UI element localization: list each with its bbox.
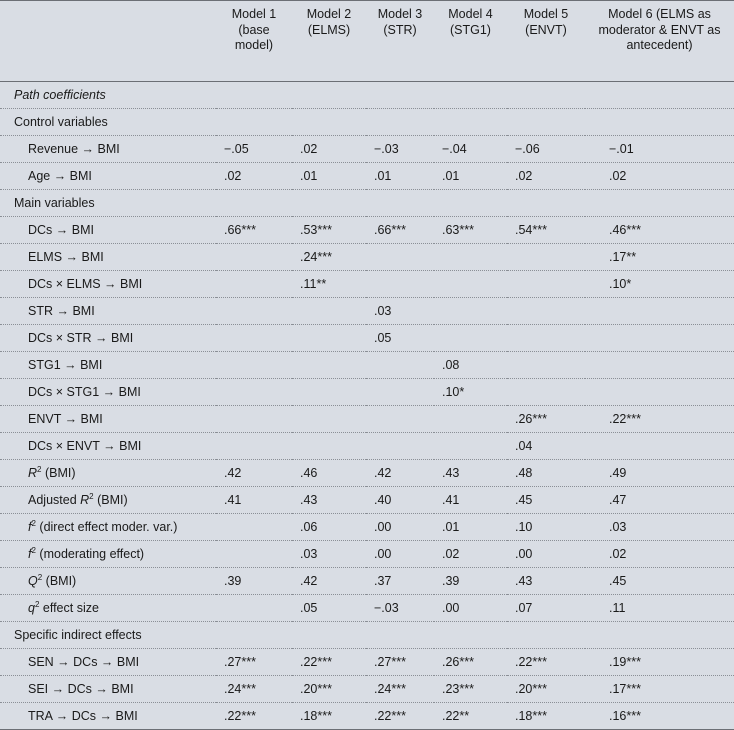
row-label: TRA → DCs → BMI (0, 703, 216, 730)
value-cell-model-3: .40 (366, 487, 434, 514)
value-cell-model-1 (216, 244, 292, 271)
value-cell-model-6: .45 (585, 568, 734, 595)
row-label (0, 514, 216, 541)
value-cell-model-4: .10* (434, 379, 507, 406)
value-cell-model-2: .46 (292, 460, 366, 487)
value-cell-model-4: .01 (434, 163, 507, 190)
row-label: Age → BMI (0, 163, 216, 190)
value-cell-model-1 (216, 406, 292, 433)
row-label-after: (BMI) (93, 493, 128, 507)
row-label-sup: 2 (37, 572, 43, 582)
value-cell-model-5: .48 (507, 460, 585, 487)
value-cell-model-3: .27*** (366, 649, 434, 676)
value-cell-model-6 (585, 352, 734, 379)
value-cell-model-3: .05 (366, 325, 434, 352)
row-label: Revenue → BMI (0, 136, 216, 163)
value-cell-model-6: .02 (585, 163, 734, 190)
value-cell-model-3: .22*** (366, 703, 434, 730)
value-cell-model-1 (216, 595, 292, 622)
section-heading: Main variables (0, 190, 734, 217)
table-row (0, 244, 734, 271)
table-row (0, 379, 734, 406)
section-heading: Path coefficients (0, 82, 734, 109)
row-label-sym: R (28, 466, 38, 480)
row-label-sym: f (28, 520, 32, 534)
header-cell-model-4: Model 4 (STG1) (434, 1, 507, 82)
value-cell-model-1 (216, 352, 292, 379)
value-cell-model-4: .02 (434, 541, 507, 568)
value-cell-model-1: .41 (216, 487, 292, 514)
table-row (0, 271, 734, 298)
value-cell-model-2: .05 (292, 595, 366, 622)
row-label-sup: 2 (31, 518, 36, 528)
row-label-sym: f (28, 547, 32, 561)
value-cell-model-5: .26*** (507, 406, 585, 433)
header-cell-model-5: Model 5 (ENVT) (507, 1, 585, 82)
section-row (0, 82, 734, 109)
row-label-sup: 2 (34, 599, 40, 609)
table-body (0, 82, 734, 730)
row-label-after: (BMI) (42, 574, 77, 588)
section-heading: Specific indirect effects (0, 622, 734, 649)
value-cell-model-3: .42 (366, 460, 434, 487)
value-cell-model-2: .22*** (292, 649, 366, 676)
row-label: SEN → DCs → BMI (0, 649, 216, 676)
value-cell-model-6 (585, 379, 734, 406)
value-cell-model-5: .04 (507, 433, 585, 460)
row-label: DCs × ENVT → BMI (0, 433, 216, 460)
value-cell-model-5: .20*** (507, 676, 585, 703)
value-cell-model-4: .01 (434, 514, 507, 541)
value-cell-model-1: .27*** (216, 649, 292, 676)
row-label-sup: 2 (31, 545, 36, 555)
row-label (0, 568, 216, 595)
table-row (0, 298, 734, 325)
value-cell-model-5: −.06 (507, 136, 585, 163)
header-cell-model-3: Model 3 (STR) (366, 1, 434, 82)
value-cell-model-5 (507, 298, 585, 325)
value-cell-model-4 (434, 406, 507, 433)
value-cell-model-2: .11** (292, 271, 366, 298)
value-cell-model-3 (366, 271, 434, 298)
value-cell-model-6: −.01 (585, 136, 734, 163)
section-row (0, 190, 734, 217)
row-label-sup: 2 (89, 491, 94, 501)
value-cell-model-5 (507, 271, 585, 298)
table-row (0, 676, 734, 703)
value-cell-model-2: .20*** (292, 676, 366, 703)
row-label-after: (moderating effect) (35, 547, 145, 561)
value-cell-model-4: .08 (434, 352, 507, 379)
value-cell-model-4: −.04 (434, 136, 507, 163)
table-row (0, 460, 734, 487)
value-cell-model-3: .66*** (366, 217, 434, 244)
value-cell-model-1 (216, 433, 292, 460)
value-cell-model-4: .22** (434, 703, 507, 730)
value-cell-model-4 (434, 244, 507, 271)
row-label-sym: Q (28, 574, 38, 588)
value-cell-model-5: .22*** (507, 649, 585, 676)
row-label: DCs → BMI (0, 217, 216, 244)
value-cell-model-1 (216, 514, 292, 541)
value-cell-model-5: .54*** (507, 217, 585, 244)
value-cell-model-1: .39 (216, 568, 292, 595)
value-cell-model-2: .02 (292, 136, 366, 163)
value-cell-model-6: .49 (585, 460, 734, 487)
row-label (0, 595, 216, 622)
value-cell-model-2 (292, 352, 366, 379)
value-cell-model-1: −.05 (216, 136, 292, 163)
value-cell-model-5: .18*** (507, 703, 585, 730)
value-cell-model-5 (507, 244, 585, 271)
value-cell-model-4 (434, 325, 507, 352)
value-cell-model-6 (585, 325, 734, 352)
value-cell-model-6: .17** (585, 244, 734, 271)
table-row (0, 649, 734, 676)
value-cell-model-4: .63*** (434, 217, 507, 244)
value-cell-model-2: .24*** (292, 244, 366, 271)
value-cell-model-3 (366, 406, 434, 433)
value-cell-model-6: .11 (585, 595, 734, 622)
row-label: DCs × ELMS → BMI (0, 271, 216, 298)
value-cell-model-6: .46*** (585, 217, 734, 244)
value-cell-model-1: .02 (216, 163, 292, 190)
row-label-after: (BMI) (41, 466, 76, 480)
value-cell-model-5: .07 (507, 595, 585, 622)
value-cell-model-2 (292, 298, 366, 325)
row-label (0, 487, 216, 514)
value-cell-model-1: .24*** (216, 676, 292, 703)
value-cell-model-4: .41 (434, 487, 507, 514)
section-row (0, 622, 734, 649)
value-cell-model-1 (216, 298, 292, 325)
value-cell-model-6: .17*** (585, 676, 734, 703)
section-row (0, 109, 734, 136)
value-cell-model-1 (216, 271, 292, 298)
row-label: SEI → DCs → BMI (0, 676, 216, 703)
header-cell-model-1: Model 1 (base model) (216, 1, 292, 82)
value-cell-model-4: .00 (434, 595, 507, 622)
table-row (0, 217, 734, 244)
value-cell-model-3: .03 (366, 298, 434, 325)
table-row (0, 352, 734, 379)
row-label: STR → BMI (0, 298, 216, 325)
table-row (0, 703, 734, 730)
value-cell-model-2 (292, 406, 366, 433)
table-row (0, 433, 734, 460)
header-cell-label (0, 1, 216, 82)
value-cell-model-6 (585, 433, 734, 460)
table-row (0, 595, 734, 622)
value-cell-model-5: .45 (507, 487, 585, 514)
value-cell-model-2: .43 (292, 487, 366, 514)
table-row (0, 568, 734, 595)
value-cell-model-3: .24*** (366, 676, 434, 703)
value-cell-model-2: .53*** (292, 217, 366, 244)
value-cell-model-3 (366, 379, 434, 406)
table-row (0, 325, 734, 352)
value-cell-model-5 (507, 352, 585, 379)
value-cell-model-5: .10 (507, 514, 585, 541)
value-cell-model-5 (507, 379, 585, 406)
value-cell-model-4: .26*** (434, 649, 507, 676)
value-cell-model-6: .03 (585, 514, 734, 541)
row-label-sym: q (28, 601, 35, 615)
value-cell-model-2: .42 (292, 568, 366, 595)
value-cell-model-2: .01 (292, 163, 366, 190)
row-label (0, 460, 216, 487)
table-row (0, 487, 734, 514)
value-cell-model-2: .18*** (292, 703, 366, 730)
row-label-after: (direct effect moder. var.) (35, 520, 178, 534)
value-cell-model-3: .37 (366, 568, 434, 595)
section-heading: Control variables (0, 109, 734, 136)
value-cell-model-6: .19*** (585, 649, 734, 676)
value-cell-model-1 (216, 325, 292, 352)
value-cell-model-6: .22*** (585, 406, 734, 433)
header-row (0, 1, 734, 82)
value-cell-model-1: .42 (216, 460, 292, 487)
value-cell-model-2 (292, 433, 366, 460)
table-row (0, 136, 734, 163)
value-cell-model-5: .00 (507, 541, 585, 568)
value-cell-model-1 (216, 379, 292, 406)
header-cell-model-2: Model 2 (ELMS) (292, 1, 366, 82)
value-cell-model-2: .03 (292, 541, 366, 568)
row-label: ELMS → BMI (0, 244, 216, 271)
value-cell-model-6: .02 (585, 541, 734, 568)
row-label-after: effect size (39, 601, 99, 615)
value-cell-model-3 (366, 244, 434, 271)
value-cell-model-3: .00 (366, 541, 434, 568)
table-row (0, 163, 734, 190)
row-label: STG1 → BMI (0, 352, 216, 379)
value-cell-model-6: .47 (585, 487, 734, 514)
value-cell-model-4 (434, 433, 507, 460)
value-cell-model-3: −.03 (366, 595, 434, 622)
row-label-before: Adjusted (28, 493, 81, 507)
value-cell-model-4: .23*** (434, 676, 507, 703)
row-label (0, 541, 216, 568)
value-cell-model-4: .43 (434, 460, 507, 487)
value-cell-model-3: .00 (366, 514, 434, 541)
value-cell-model-3: −.03 (366, 136, 434, 163)
value-cell-model-4 (434, 271, 507, 298)
value-cell-model-4: .39 (434, 568, 507, 595)
header-cell-model-6: Model 6 (ELMS as moderator & ENVT as antecedent) (585, 1, 734, 82)
value-cell-model-2: .06 (292, 514, 366, 541)
table-row (0, 514, 734, 541)
value-cell-model-2 (292, 379, 366, 406)
value-cell-model-3: .01 (366, 163, 434, 190)
value-cell-model-3 (366, 433, 434, 460)
value-cell-model-5: .02 (507, 163, 585, 190)
row-label-sym: R (80, 493, 90, 507)
value-cell-model-2 (292, 325, 366, 352)
value-cell-model-3 (366, 352, 434, 379)
value-cell-model-5 (507, 325, 585, 352)
value-cell-model-1 (216, 541, 292, 568)
table-row (0, 541, 734, 568)
value-cell-model-6: .10* (585, 271, 734, 298)
row-label: DCs × STG1 → BMI (0, 379, 216, 406)
row-label-sup: 2 (37, 464, 42, 474)
row-label: ENVT → BMI (0, 406, 216, 433)
value-cell-model-5: .43 (507, 568, 585, 595)
value-cell-model-4 (434, 298, 507, 325)
value-cell-model-1: .22*** (216, 703, 292, 730)
value-cell-model-6: .16*** (585, 703, 734, 730)
value-cell-model-6 (585, 298, 734, 325)
table-row (0, 406, 734, 433)
value-cell-model-1: .66*** (216, 217, 292, 244)
row-label: DCs × STR → BMI (0, 325, 216, 352)
